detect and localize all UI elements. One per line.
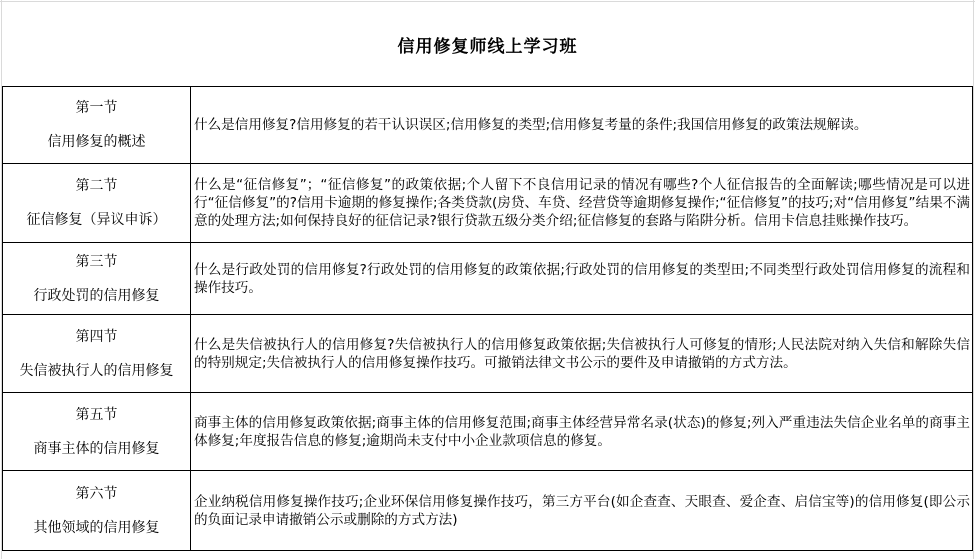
section-content[interactable]: 什么是“征信修复”；“征信修复”的政策依据;个人留下不良信用记录的情况有哪些?个人征信报告的全面解读;哪些情况是可以进行“征信修复”的?信用卡逾期的修复操作;各类贷款(房贷、车贷、经营贷等逾期修复操作;“征信修复”的技巧;对“信用修复”结果不满意的处理方法;如何保持良好的征信记录?银行贷款五级分类介绍;征信修复的套路与陷阱分析。信用卡信息挂账操作技巧。 bbox=[191, 164, 973, 243]
table-title[interactable]: 信用修复师线上学习班 bbox=[3, 2, 973, 87]
section-name: 失信被执行人的信用修复 bbox=[19, 362, 174, 379]
section-cell[interactable] bbox=[3, 471, 191, 551]
section-cell[interactable] bbox=[3, 393, 191, 471]
section-name: 征信修复（异议申诉） bbox=[26, 212, 167, 228]
table-row bbox=[3, 243, 973, 315]
section-number: 第二节 bbox=[75, 178, 118, 194]
section-content[interactable]: 什么是失信被执行人的信用修复?失信被执行人的信用修复政策依据;失信被执行人可修复的情形;人民法院对纳入失信和解除失信的特别规定;失信被执行人的信用修复操作技巧。可撤销法律文书公示的要件及申请撤销的方式方法。 bbox=[191, 315, 973, 393]
section-number: 第四节 bbox=[75, 328, 118, 345]
section-content[interactable]: 商事主体的信用修复政策依据;商事主体的信用修复范围;商事主体经营异常名录(状态)的修复;列入严重违法失信企业名单的商事主体修复;年度报告信息的修复;逾期尚未支付中小企业款项信息的修复。 bbox=[191, 393, 973, 471]
gridline bbox=[973, 0, 974, 559]
section-content[interactable]: 什么是信用修复?信用修复的若干认识误区;信用修复的类型;信用修复考量的条件;我国信用修复的政策法规解读。 bbox=[191, 87, 973, 164]
table-row bbox=[3, 393, 973, 471]
section-number: 第六节 bbox=[75, 485, 118, 502]
course-table bbox=[2, 2, 973, 551]
table-row bbox=[3, 164, 973, 243]
section-cell[interactable] bbox=[3, 87, 191, 164]
table-row bbox=[3, 87, 973, 164]
section-content[interactable]: 什么是行政处罚的信用修复?行政处罚的信用修复的政策依据;行政处罚的信用修复的类型田;不同类型行政处罚信用修复的流程和操作技巧。 bbox=[191, 243, 973, 315]
section-number: 第五节 bbox=[75, 406, 118, 423]
table-row bbox=[3, 471, 973, 551]
table-row bbox=[3, 315, 973, 393]
section-name: 行政处罚的信用修复 bbox=[33, 287, 160, 304]
section-cell[interactable] bbox=[3, 164, 191, 243]
section-cell[interactable] bbox=[3, 315, 191, 393]
section-number: 第三节 bbox=[75, 253, 118, 270]
section-cell[interactable] bbox=[3, 243, 191, 315]
section-name: 信用修复的概述 bbox=[47, 134, 146, 150]
section-number: 第一节 bbox=[75, 100, 118, 116]
section-name: 其他领域的信用修复 bbox=[33, 519, 160, 536]
section-content[interactable]: 企业纳税信用修复操作技巧;企业环保信用修复操作技巧，第三方平台(如企查查、天眼查、爱企查、启信宝等)的信用修复(即公示的负面记录申请撤销公示或删除的方式方法) bbox=[191, 471, 973, 551]
section-name: 商事主体的信用修复 bbox=[33, 440, 160, 457]
